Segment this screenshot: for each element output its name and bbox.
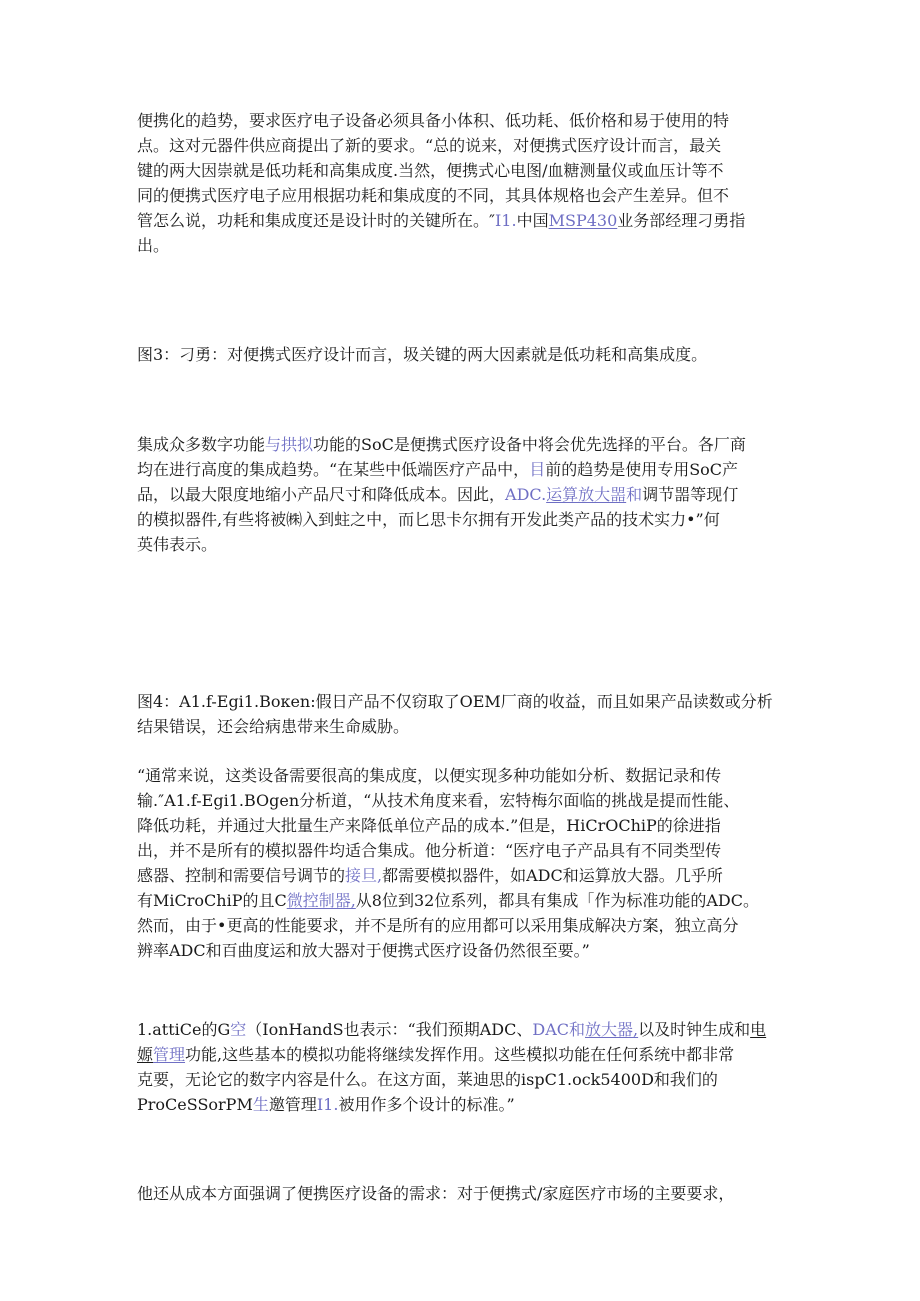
paragraph-portable-trend — [137, 108, 777, 258]
text-run: 同的便携式医疗电子应用根据功耗和集成度的不同，其具体规格也会产生差异。但不 — [137, 186, 730, 205]
text-run: 品，以最大限度地缩小产品尺寸和降低成本。因此， — [137, 485, 506, 504]
text-run: （IonHandS也表示：“我们预期ADC、 — [246, 1020, 533, 1039]
text-line — [137, 342, 777, 367]
text-line — [137, 1181, 777, 1206]
inline-link[interactable]: 放大器, — [585, 1020, 639, 1039]
text-run: “通常来说，这类设备需要很高的集成度，以便实现多种功能如分析、数据记录和传 — [137, 766, 722, 785]
text-line — [137, 714, 777, 739]
text-line — [137, 689, 777, 714]
text-run: 图4：A1.f-Egi1.Boκen:假日产品不仅窃取了OEM厂商的收益，而且如果产品读数或分析 — [137, 692, 773, 711]
text-run: 感器、控制和需要信号调节的 — [137, 866, 346, 885]
text-run: 集成众多数字功能 — [137, 435, 266, 454]
text-run: 克要，无论它的数字内容是什么。在这方面，莱迪思的ispC1.ock5400D和我们的 — [137, 1070, 718, 1089]
text-run: 出，并不是所有的模拟器件均适合集成。他分析道：“医疗电子产品具有不同类型传 — [137, 841, 722, 860]
inline-link[interactable]: 管理 — [153, 1045, 186, 1064]
text-run: 从8位到32位系列，都具有集成「作为标准功能的ADC。 — [355, 891, 759, 910]
inline-link[interactable]: I1. — [316, 1095, 339, 1114]
inline-link[interactable]: 与拱拟 — [265, 435, 314, 454]
text-run: 前的趋势是使用专用SoC产 — [545, 460, 739, 479]
text-run: 图3：刁勇：对便携式医疗设计而言，圾关键的两大因素就是低功耗和高集成度。 — [137, 345, 708, 364]
text-run: 输.″A1.f-Egi1.BOgen分析道，“从技术角度来看，宏特梅尔面临的挑战是提而性能、 — [137, 791, 740, 810]
text-run: 结果错误，还会给病患带来生命威胁。 — [137, 717, 410, 736]
text-line — [137, 183, 777, 208]
text-line — [137, 863, 777, 888]
text-run: 辨率ADC和百曲度运和放大器对于便携式医疗设备仍然很至要。” — [137, 941, 590, 960]
text-run: 业务部经理刁勇指 — [617, 211, 746, 230]
text-run: 嫄 — [137, 1045, 154, 1064]
text-line — [137, 913, 777, 938]
inline-link[interactable]: 空 — [230, 1020, 247, 1039]
text-line — [137, 1067, 777, 1092]
inline-link[interactable]: 和 — [626, 485, 643, 504]
paragraph-cost-demand — [137, 1181, 777, 1206]
text-run: 有MiCroChiP的且C — [137, 891, 287, 910]
inline-link[interactable]: MSP430 — [548, 211, 618, 230]
text-run: 中国 — [516, 211, 549, 230]
text-line — [137, 838, 777, 863]
text-run: 降低功耗，并通过大批量生产来降低单位产品的成本.”但是，HiCrOChiP的徐进指 — [137, 816, 721, 835]
figure-caption-4 — [137, 689, 777, 739]
text-run: 以及时钟生成和 — [638, 1020, 751, 1039]
paragraph-analog-integration — [137, 763, 777, 963]
text-line — [137, 457, 777, 482]
text-run: 出。 — [137, 236, 170, 255]
text-line — [137, 1042, 777, 1067]
text-run: 他还从成本方面强调了便携医疗设备的需求：对于便携式/家庭医疗市场的主要要求， — [137, 1184, 735, 1203]
inline-link[interactable]: 微控制器, — [286, 891, 356, 910]
text-line — [137, 482, 777, 507]
text-run: 功能,这些基本的模拟功能将继续发挥作用。这些模拟功能在任何系统中都非常 — [185, 1045, 735, 1064]
text-line — [137, 532, 777, 557]
text-run: 被用作多个设计的标准。” — [338, 1095, 515, 1114]
text-run: 然而，由于•更高的性能要求，并不是所有的应用都可以采用集成解决方案，独立高分 — [137, 916, 739, 935]
text-line — [137, 507, 777, 532]
text-run: 英伟表示。 — [137, 535, 218, 554]
text-line — [137, 432, 777, 457]
inline-link[interactable]: ADC. — [505, 485, 547, 504]
text-run: 的模拟器件,有些将被㈱入到蛀之中，而匕思卡尔拥有开发此类产品的技术实力•”何 — [137, 510, 720, 529]
text-run: 电 — [750, 1020, 767, 1039]
paragraph-soc-integration — [137, 432, 777, 557]
text-line — [137, 888, 777, 913]
inline-link[interactable]: I1. — [494, 211, 517, 230]
paragraph-lattice-quote — [137, 1017, 777, 1117]
text-line — [137, 158, 777, 183]
text-run: 点。这对元器件供应商提出了新的要求。“总的说来，对便携式医疗设计而言，最关 — [137, 136, 722, 155]
inline-link[interactable]: 接旦, — [345, 866, 383, 885]
inline-link[interactable]: 生 — [252, 1095, 269, 1114]
text-line — [137, 813, 777, 838]
text-line — [137, 938, 777, 963]
text-line — [137, 763, 777, 788]
text-line — [137, 1017, 777, 1042]
inline-link[interactable]: 运算放大噐 — [546, 485, 627, 504]
text-run: 均在进行高度的集成趋势。“在某些中低端医疗产品中， — [137, 460, 530, 479]
text-run: 键的两大因崇就是低功耗和高集成度.当然，便携式心电图/血糖测量仪或血压计等不 — [137, 161, 724, 180]
text-run: 邀管理 — [268, 1095, 317, 1114]
text-run: ProCeSSorPM — [137, 1095, 253, 1114]
text-run: 管怎么说，功耗和集成度还是设计时的关键所在。″ — [137, 211, 495, 230]
inline-link[interactable]: 目 — [529, 460, 546, 479]
text-run: 功能的SoC是便携式医疗设备中将会优先选择的平台。各厂商 — [313, 435, 746, 454]
figure-caption-3 — [137, 342, 777, 367]
text-run: 都需要模拟器件，如ADC和运算放大器。几乎所 — [382, 866, 723, 885]
inline-link[interactable]: DAC和 — [532, 1020, 586, 1039]
text-line — [137, 133, 777, 158]
text-run: 调节噐等现仃 — [642, 485, 739, 504]
text-run: 便携化的趋势，要求医疗电子设备必须具备小体积、低功耗、低价格和易于使用的特 — [137, 111, 730, 130]
text-line — [137, 233, 777, 258]
text-line — [137, 788, 777, 813]
text-line — [137, 108, 777, 133]
text-line — [137, 208, 777, 233]
text-run: 1.attiCe的G — [137, 1020, 231, 1039]
text-line — [137, 1092, 777, 1117]
